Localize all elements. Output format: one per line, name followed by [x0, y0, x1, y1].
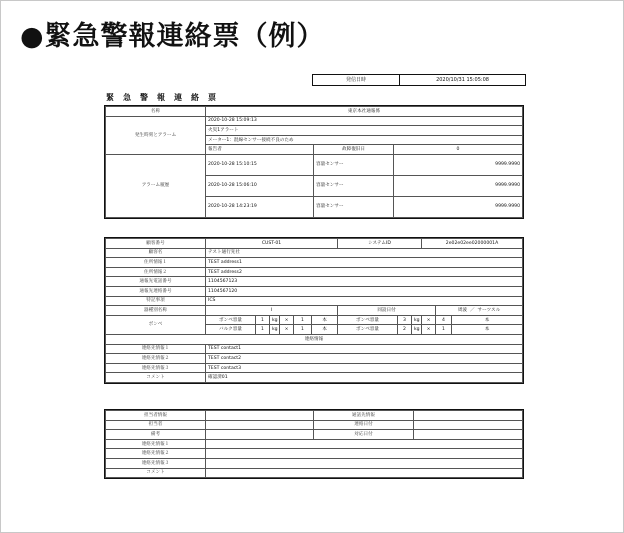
response-single-value: [206, 439, 523, 449]
bombe-unit: 本: [452, 325, 523, 335]
gas-right-value: サーツスル: [477, 307, 501, 313]
bombe-num: 1: [294, 325, 312, 335]
bombe-unit: kg: [412, 315, 422, 325]
bombe-unit: 本: [312, 325, 338, 335]
sensor-time: 2020-10-28 15:06:10: [206, 175, 314, 196]
contact-value: TEST contact2: [206, 354, 523, 364]
bombe-name: ボンベ容量: [338, 315, 398, 325]
bombe-name: ボンベ容量: [338, 325, 398, 335]
sensor-value: 9999.9990: [394, 154, 523, 175]
sensor-name: 容量センサー: [314, 175, 394, 196]
customer-row-label: 通報先電話番号: [106, 277, 206, 287]
send-time-box: [312, 74, 526, 86]
bombe-times: ×: [422, 325, 436, 335]
response-single-label: 連絡先情報１: [106, 439, 206, 449]
alarm-section: [104, 105, 524, 219]
bombe-num: 1: [256, 325, 270, 335]
customer-table: [105, 238, 523, 383]
name-label: 名称: [106, 107, 206, 117]
response-label: 備考: [106, 430, 206, 440]
response-single-label: 連絡先情報２: [106, 449, 206, 459]
occurrence-alarm: 火災1アラート: [206, 126, 523, 136]
bombe-unit: kg: [412, 325, 422, 335]
response-single-value: [206, 468, 523, 478]
customer-row-value: TEST address2: [206, 267, 523, 277]
occurrence-detail: メーター1：混線センサー接続不良のため: [206, 135, 523, 145]
bombe-name: ボンベ容量: [206, 315, 256, 325]
bombe-unit: 本: [452, 315, 523, 325]
response-table: [105, 410, 523, 478]
contact-label: 連絡先情報１: [106, 344, 206, 354]
customer-row-label: 住所情報１: [106, 258, 206, 268]
send-time-label: 発信日時: [313, 75, 400, 85]
gas-left-head: Ⅰ: [206, 306, 338, 316]
contact-value: TEST contact3: [206, 363, 523, 373]
customer-section: [104, 237, 524, 384]
response-section: [104, 409, 524, 479]
customer-row-label: 特記事項: [106, 296, 206, 306]
response-label: 連絡日付: [314, 420, 414, 430]
response-value: [414, 420, 523, 430]
bombe-unit: 本: [312, 315, 338, 325]
report-label: 報告者: [206, 145, 314, 155]
name-value: 東京本社通報係: [206, 107, 523, 117]
comment-label: コメント: [106, 373, 206, 383]
contact-head: 連絡情報: [106, 334, 523, 344]
cust-no-label: 顧客番号: [106, 239, 206, 249]
bombe-num: 3: [398, 315, 412, 325]
sensor-label: アラーム履歴: [106, 154, 206, 217]
response-value: [206, 420, 314, 430]
sensor-value: 9999.9990: [394, 175, 523, 196]
customer-row-label: 通報先連絡番号: [106, 286, 206, 296]
sensor-time: 2020-10-28 15:10:15: [206, 154, 314, 175]
response-single-value: [206, 449, 523, 459]
bombe-num: 4: [436, 315, 452, 325]
gas-right-value: 周波: [457, 307, 468, 313]
gas-right-value: ／: [469, 307, 475, 313]
occurrence-label: 発生時刻とアラーム: [106, 116, 206, 154]
response-label: 担当者情報: [106, 411, 206, 421]
bombe-label: ボンベ: [106, 315, 206, 334]
response-label: 通話先情報: [314, 411, 414, 421]
response-single-value: [206, 458, 523, 468]
bombe-times: ×: [422, 315, 436, 325]
gas-right-values: [436, 306, 523, 316]
customer-row-value: テスト通行先社: [206, 248, 523, 258]
contact-value: TEST contact1: [206, 344, 523, 354]
customer-row-label: 住所情報２: [106, 267, 206, 277]
bombe-unit: kg: [270, 325, 280, 335]
customer-row-value: TEST address1: [206, 258, 523, 268]
response-label: 担当者: [106, 420, 206, 430]
bombe-num: 2: [398, 325, 412, 335]
customer-row-value: ICS: [206, 296, 523, 306]
bombe-times: ×: [280, 325, 294, 335]
gas-right-head: 同設日付: [338, 306, 436, 316]
response-value: [414, 430, 523, 440]
recover-value: 0: [394, 145, 523, 155]
bombe-name: バルク容量: [206, 325, 256, 335]
sensor-name: 容量センサー: [314, 196, 394, 217]
recover-label: 故障復旧日: [314, 145, 394, 155]
bombe-num: 1: [294, 315, 312, 325]
gas-label: 器種別名称: [106, 306, 206, 316]
sensor-time: 2020-10-28 14:23:19: [206, 196, 314, 217]
system-id-value: 2e02e02ee02000001A: [422, 239, 523, 249]
sensor-value: 9999.9990: [394, 196, 523, 217]
response-single-label: コメント: [106, 468, 206, 478]
alarm-table: [105, 106, 523, 218]
occurrence-time: 2020-10-28 15:09:13: [206, 116, 523, 126]
page-heading: ●緊急警報連絡票（例）: [20, 21, 325, 52]
bombe-num: 1: [256, 315, 270, 325]
sensor-name: 容量センサー: [314, 154, 394, 175]
form-title: 緊急警報連絡票: [106, 93, 225, 102]
send-time-value: 2020/10/31 15:05:08: [436, 77, 489, 83]
contact-label: 連絡先情報２: [106, 354, 206, 364]
response-label: 対応日付: [314, 430, 414, 440]
response-single-label: 連絡先情報３: [106, 458, 206, 468]
customer-row-value: 1104567123: [206, 277, 523, 287]
contact-label: 連絡先情報３: [106, 363, 206, 373]
bombe-unit: kg: [270, 315, 280, 325]
response-value: [206, 411, 314, 421]
customer-row-label: 顧客名: [106, 248, 206, 258]
cust-no-value: CUST-01: [206, 239, 338, 249]
bombe-num: 1: [436, 325, 452, 335]
bombe-times: ×: [280, 315, 294, 325]
response-value: [414, 411, 523, 421]
customer-row-value: 1104567120: [206, 286, 523, 296]
response-value: [206, 430, 314, 440]
comment-value: 確認済01: [206, 373, 523, 383]
system-id-label: システムID: [338, 239, 422, 249]
